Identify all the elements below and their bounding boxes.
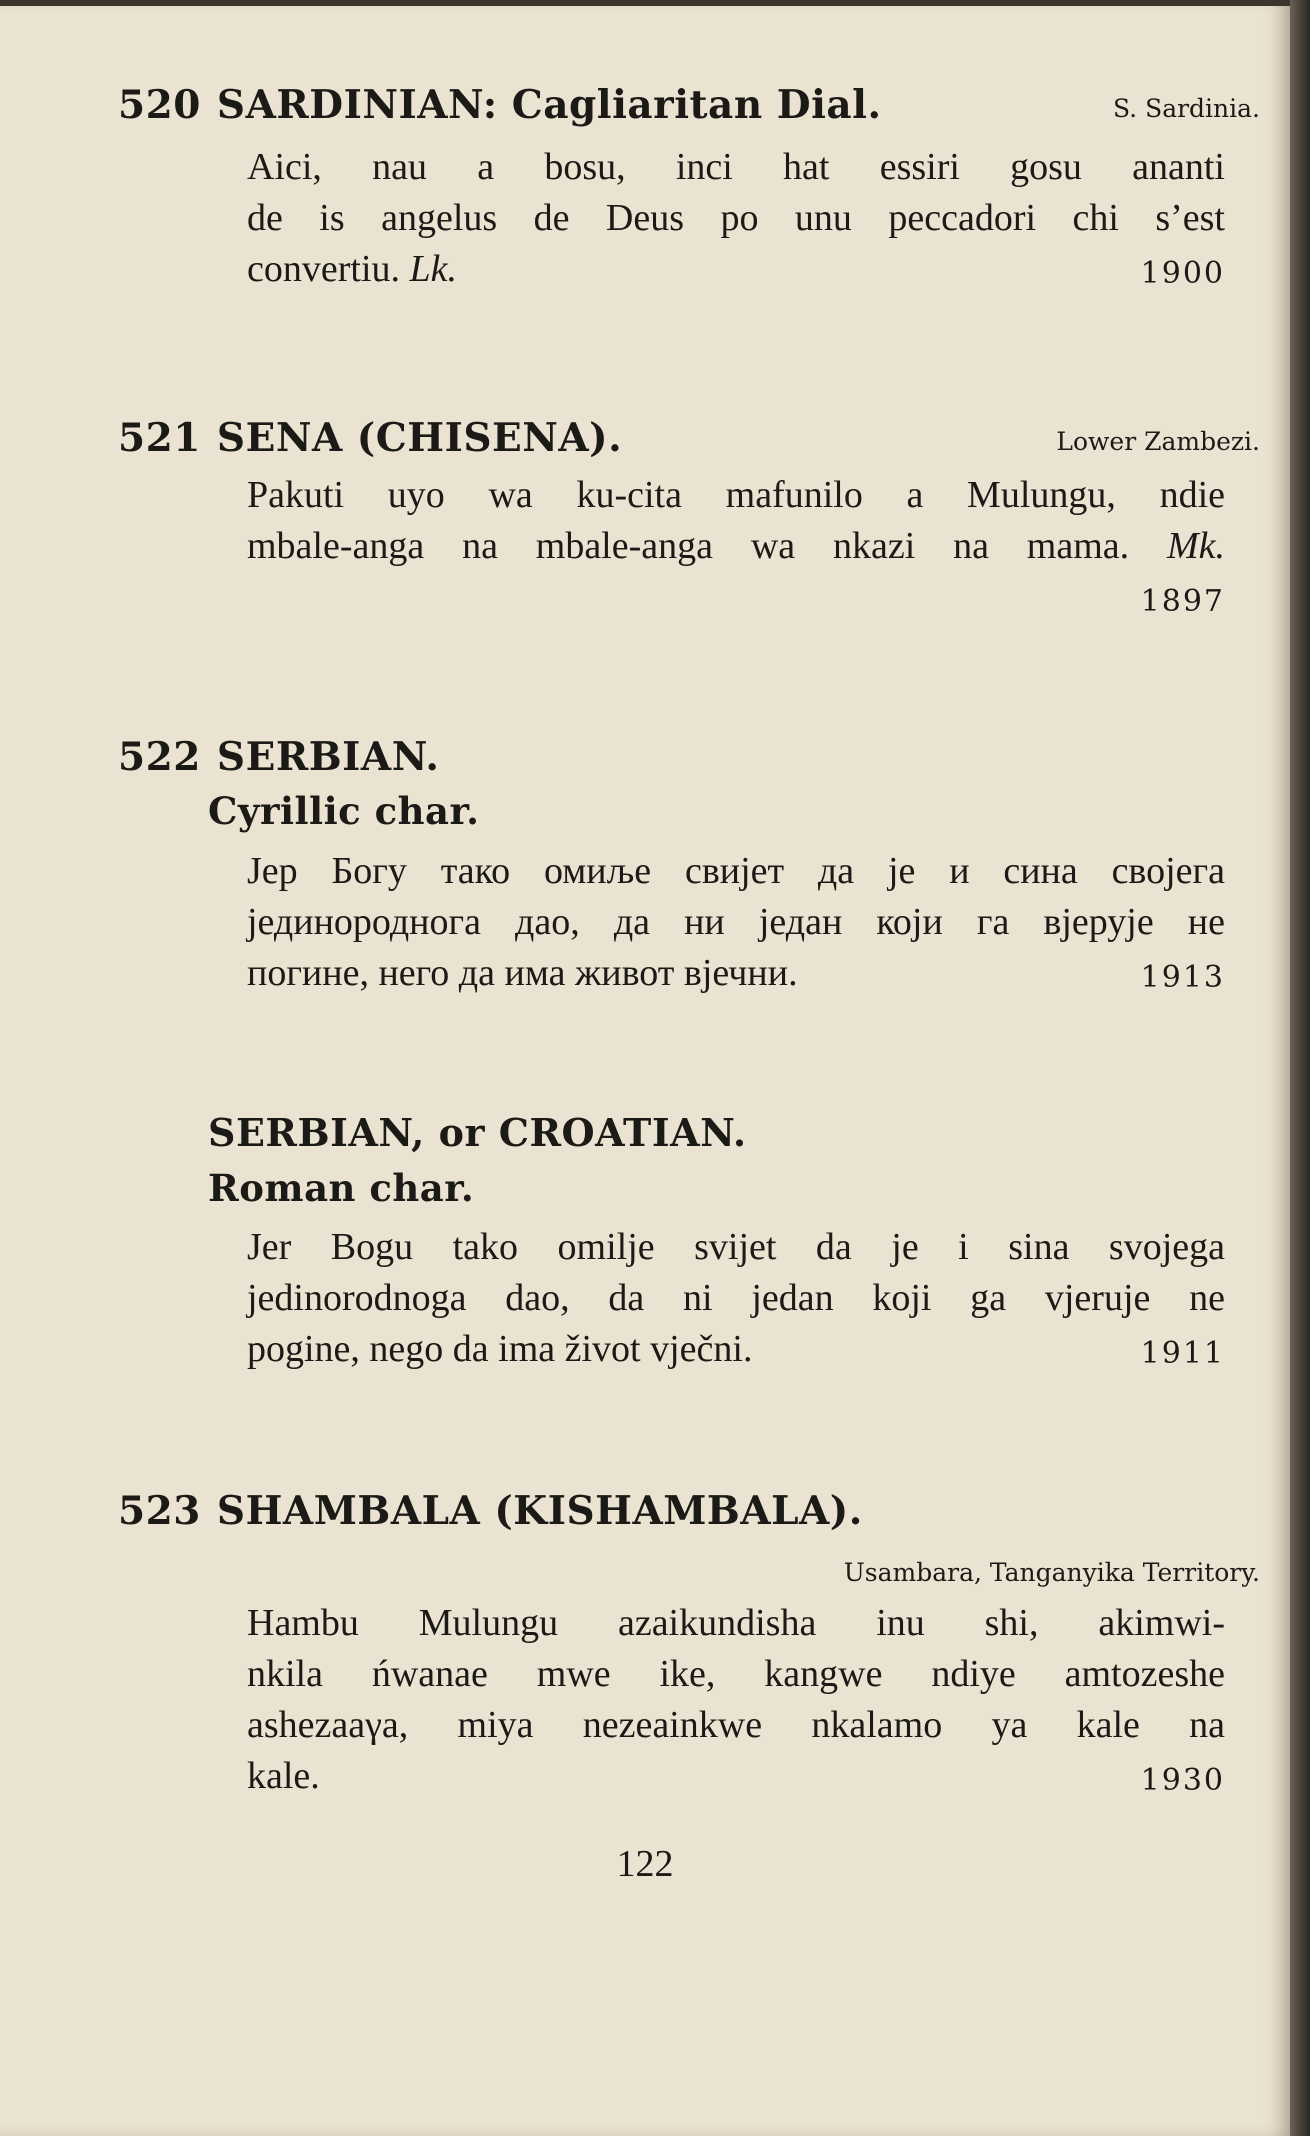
language-name: SARDINIAN: Cagliaritan Dial. xyxy=(216,82,882,128)
verse-line: kale. xyxy=(247,1755,320,1797)
verse-line: nkila ńwanae mwe ike, kangwe ndiye amtozeshe xyxy=(247,1653,1225,1695)
region-label: Lower Zambezi. xyxy=(1056,427,1260,456)
language-name: SERBIAN. xyxy=(216,734,440,780)
page-number: 122 xyxy=(616,1843,674,1885)
entry-heading xyxy=(118,82,882,128)
verse-line: Jer Bogu tako omilje svijet da je i sina svojega xyxy=(247,1226,1225,1268)
page-top-edge xyxy=(0,0,1290,6)
verse-line: ashezaaγa, miya nezeainkwe nkalamo ya kale na xyxy=(247,1704,1225,1746)
book-spine-edge xyxy=(1290,0,1310,2136)
entry-number: 523 xyxy=(118,1488,201,1534)
year: 1913 xyxy=(1140,960,1225,995)
year: 1911 xyxy=(1140,1336,1225,1371)
verse-line-text: mbale-anga na mbale-anga wa nkazi na mama. xyxy=(247,525,1130,567)
region-label: Usambara, Tanganyika Territory. xyxy=(843,1558,1260,1587)
entry-number: 520 xyxy=(118,82,201,128)
script-subheading: Cyrillic char. xyxy=(208,789,480,833)
verse-line: de is angelus de Deus po unu peccadori chi s’est xyxy=(247,197,1225,239)
verse-line: jedinorodnoga dao, da ni jedan koji ga vjeruje ne xyxy=(247,1277,1225,1319)
verse-line: Aici, nau a bosu, inci hat essiri gosu ananti xyxy=(247,146,1225,188)
script-subheading: Roman char. xyxy=(208,1166,475,1210)
entry-number: 522 xyxy=(118,734,201,780)
verse-line: јединороднога дао, да ни један који га вјерује не xyxy=(247,901,1225,943)
year: 1900 xyxy=(1140,256,1225,291)
verse-line: pogine, nego da ima život vječni. xyxy=(247,1328,753,1370)
verse-line: Hambu Mulungu azaikundisha inu shi, akimwi- xyxy=(247,1602,1225,1644)
language-name: SERBIAN, or CROATIAN. xyxy=(208,1110,747,1155)
verse-text xyxy=(247,142,1225,295)
verse-text xyxy=(247,1222,1225,1375)
book-reference: Lk. xyxy=(409,248,458,290)
verse-text xyxy=(247,846,1225,999)
entry-heading xyxy=(118,415,622,461)
year: 1930 xyxy=(1140,1763,1225,1798)
book-reference: Mk. xyxy=(1166,525,1226,567)
language-name: SHAMBALA (KISHAMBALA). xyxy=(216,1488,863,1534)
verse-line: погине, него да има живот вјечни. xyxy=(247,952,798,994)
verse-line xyxy=(247,521,1225,572)
verse-line: Јер Богу тако омиље свијет да је и сина својега xyxy=(247,850,1225,892)
language-name: SENA (CHISENA). xyxy=(216,415,623,461)
verse-text xyxy=(247,1598,1225,1802)
verse-line-text: convertiu. xyxy=(247,248,401,290)
verse-line: Pakuti uyo wa ku-cita mafunilo a Mulungu, ndie xyxy=(247,474,1225,516)
verse-line xyxy=(247,244,1225,295)
verse-text xyxy=(247,470,1226,619)
region-label: S. Sardinia. xyxy=(1112,94,1260,123)
entry-heading xyxy=(118,1488,863,1534)
year: 1897 xyxy=(1140,584,1225,619)
entry-number: 521 xyxy=(118,415,201,461)
entry-heading xyxy=(118,734,439,780)
